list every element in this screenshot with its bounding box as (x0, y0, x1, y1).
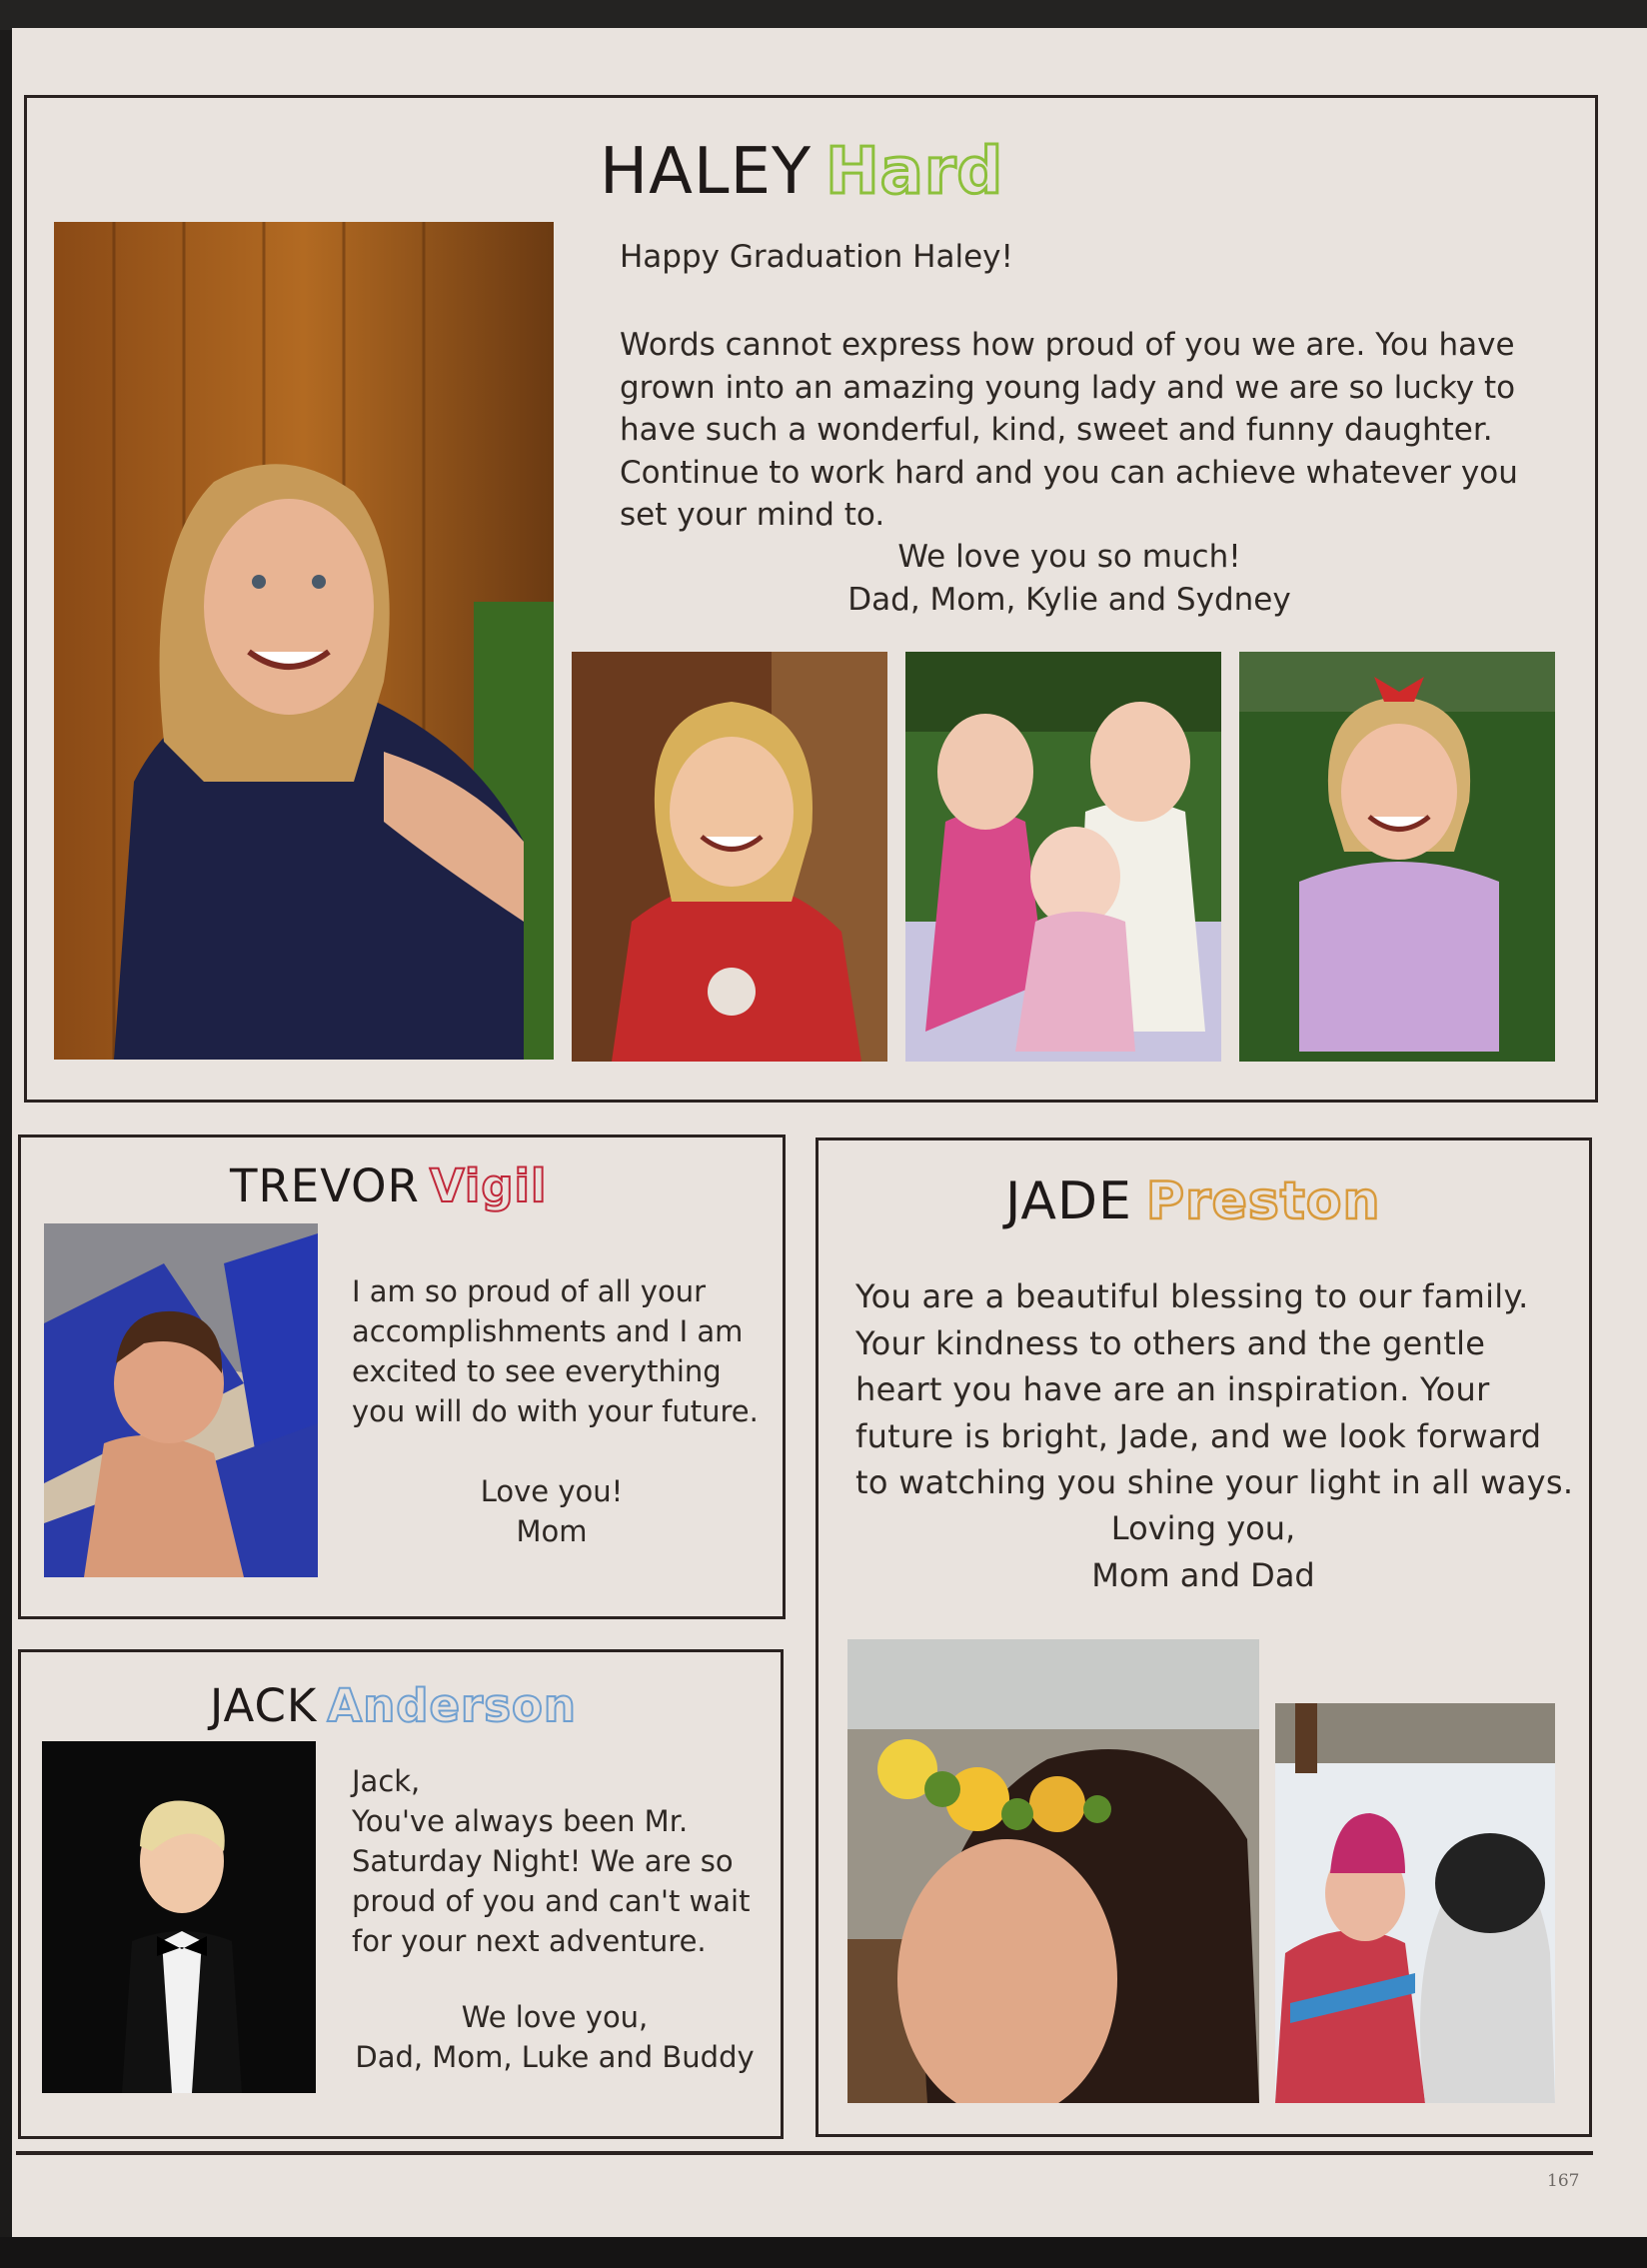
jade-message (855, 1273, 1573, 1506)
last-name: Hard (825, 135, 1004, 209)
haley-message (620, 324, 1518, 537)
message-line: have such a wonderful, kind, sweet and funny daughter. (620, 412, 1493, 448)
haley-closing (800, 536, 1339, 621)
closing-line: Loving you, (1110, 1509, 1296, 1547)
message-line: you will do with your future. (352, 1394, 759, 1428)
jade-flower-crown-photo (847, 1639, 1259, 2103)
jade-closing (1003, 1505, 1403, 1598)
haley-name-heading (600, 135, 1003, 209)
message-line: Words cannot express how proud of you we are. You have (620, 327, 1515, 363)
message-line: accomplishments and I am (352, 1314, 744, 1348)
trevor-closing (392, 1471, 712, 1551)
jack-closing (340, 1997, 770, 2077)
message-line: Continue to work hard and you can achieve whatever you (620, 454, 1518, 491)
closing-line: We love you, (461, 2000, 649, 2034)
message-line: Your kindness to others and the gentle (855, 1323, 1486, 1362)
trevor-name-heading (230, 1159, 547, 1212)
jack-name-heading (210, 1679, 577, 1732)
haley-childhood-photo-red-dress (572, 652, 887, 1062)
message-line: to watching you shine your light in all ways. (855, 1463, 1574, 1501)
last-name: Vigil (429, 1159, 548, 1212)
jack-message (352, 1761, 750, 1961)
message-line: for your next adventure. (352, 1924, 707, 1958)
message-line: proud of you and can't wait (352, 1884, 751, 1918)
haley-greeting: Happy Graduation Haley! (620, 239, 1013, 275)
closing-line: Dad, Mom, Kylie and Sydney (847, 581, 1291, 618)
closing-line: We love you so much! (897, 539, 1241, 575)
bottom-rule (16, 2151, 1593, 2155)
message-line: heart you have are an inspiration. Your (855, 1370, 1490, 1408)
scan-bottom-edge (0, 2237, 1647, 2268)
trevor-message (352, 1271, 759, 1431)
first-name: JACK (210, 1679, 318, 1732)
message-line: Jack, (352, 1764, 421, 1798)
first-name: HALEY (600, 135, 813, 209)
message-line: future is bright, Jade, and we look forward (855, 1416, 1542, 1455)
haley-childhood-photo-purple-shirt (1239, 652, 1555, 1062)
closing-line: Dad, Mom, Luke and Buddy (355, 2040, 755, 2074)
page-number: 167 (1547, 2171, 1580, 2191)
haley-senior-portrait (54, 222, 554, 1060)
jade-name-heading (1005, 1171, 1380, 1231)
message-line: grown into an amazing young lady and we are so lucky to (620, 369, 1516, 406)
message-line: excited to see everything (352, 1354, 722, 1388)
message-line: I am so proud of all your (352, 1274, 707, 1308)
closing-line: Love you! (480, 1474, 624, 1508)
jade-dog-photo (1275, 1703, 1555, 2103)
scan-top-edge (0, 0, 1647, 30)
message-line: Saturday Night! We are so (352, 1844, 734, 1878)
closing-line: Mom (516, 1514, 588, 1548)
closing-line: Mom and Dad (1091, 1555, 1315, 1594)
message-line: set your mind to. (620, 497, 885, 533)
last-name: Preston (1145, 1171, 1381, 1231)
first-name: JADE (1005, 1171, 1132, 1231)
first-name: TREVOR (230, 1159, 420, 1212)
trevor-pool-photo (44, 1223, 318, 1577)
last-name: Anderson (327, 1679, 577, 1732)
message-line: You've always been Mr. (352, 1804, 689, 1838)
haley-childhood-photo-sisters (905, 652, 1221, 1062)
message-line: You are a beautiful blessing to our family. (855, 1277, 1529, 1315)
jack-tuxedo-photo (42, 1741, 316, 2093)
